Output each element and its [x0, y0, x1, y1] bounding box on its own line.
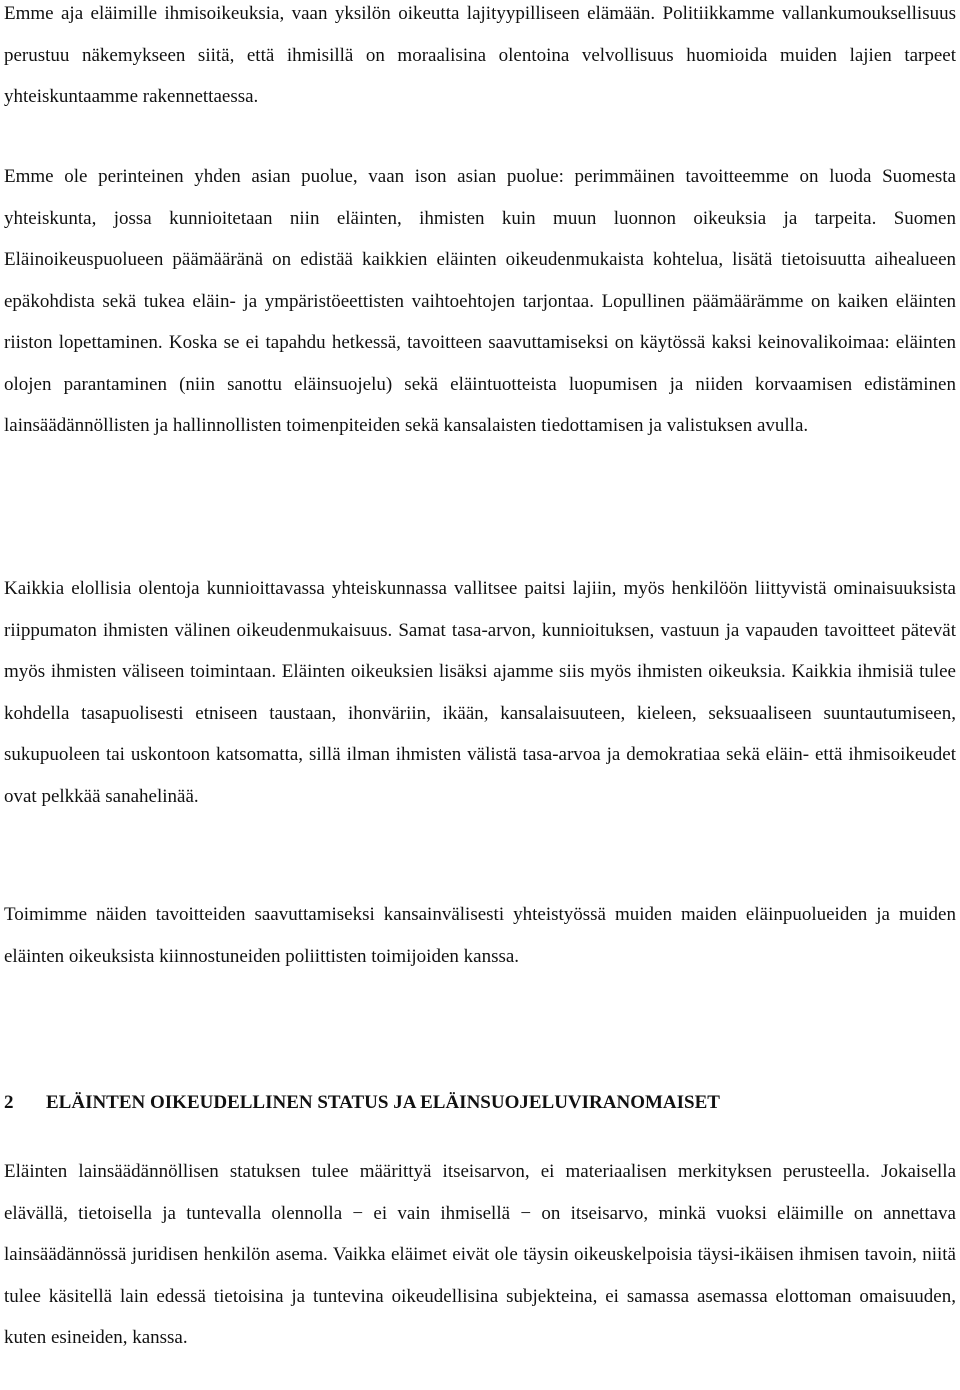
- paragraph-1: Emme aja eläimille ihmisoikeuksia, vaan yksilön oikeutta lajityypilliseen elämään. Politiikkamme vallankumouksellisuus perustuu näkemykseen siitä, että ihmisillä on moraalisina olentoina velvollisuus huomioida muiden lajien tarpeet yhteiskuntaamme rakennettaessa.: [4, 3, 956, 107]
- paragraph-3: Kaikkia elollisia olentoja kunnioittavassa yhteiskunnassa vallitsee paitsi lajiin, myös henkilöön liittyvistä ominaisuuksista riippumaton ihmisten välinen oikeudenmukaisuus. Samat tasa-arvon, kunnioituksen, vastuun ja vapauden tavoitteet pätevät myös ihmisten väliseen toimintaan. Eläinten oikeuksien lisäksi ajamme siis myös ihmisten oikeuksia. Kaikkia ihmisiä tulee kohdella tasapuolisesti etniseen taustaan, ihonväriin, ikään, kansalaisuuteen, kieleen, seksuaaliseen suuntautumiseen, sukupuoleen tai uskontoon katsomatta, sillä ilman ihmisten välistä tasa-arvoa ja demokratiaa sekä eläin- että ihmisoikeudet ovat pelkkää sanahelinää.: [4, 578, 956, 807]
- section-number: 2: [4, 1092, 14, 1113]
- document-page: [4, 0, 956, 1390]
- section-title: ELÄINTEN OIKEUDELLINEN STATUS JA ELÄINSUOJELUVIRANOMAISET: [46, 1092, 720, 1113]
- paragraph-4: Toimimme näiden tavoitteiden saavuttamiseksi kansainvälisesti yhteistyössä muiden maiden eläinpuolueiden ja muiden eläinten oikeuksista kiinnostuneiden poliittisten toimijoiden kanssa.: [4, 904, 956, 967]
- paragraph-2: Emme ole perinteinen yhden asian puolue, vaan ison asian puolue: perimmäinen tavoitteemme on luoda Suomesta yhteiskunta, jossa kunnioitetaan niin eläinten, ihmisten kuin muun luonnon oikeuksia ja tarpeita. Suomen Eläinoikeuspuolueen päämääränä on edistää kaikkien eläinten oikeudenmukaista kohtelua, lisätä tietoisuutta aihealueen epäkohdista sekä tukea eläin- ja ympäristöeettisten vaihtoehtojen tarjontaa. Lopullinen päämäärämme on kaiken eläinten riiston lopettaminen. Koska se ei tapahdu hetkessä, tavoitteen saavuttamiseksi on käytössä kaksi keinovalikoimaa: eläinten olojen parantaminen (niin sanottu eläinsuojelu) sekä eläintuotteista luopumisen ja niiden korvaamisen edistäminen lainsäädännöllisten ja hallinnollisten toimenpiteiden sekä kansalaisten tiedottamisen ja valistuksen avulla.: [4, 166, 956, 436]
- section-heading: [4, 1083, 956, 1123]
- section-paragraph-1: Eläinten lainsäädännöllisen statuksen tulee määrittyä itseisarvon, ei materiaalisen merkityksen perusteella. Jokaisella elävällä, tietoisella ja tuntevalla olennolla − ei vain ihmisellä − on itseisarvo, minkä vuoksi eläimille on annettava lainsäädännössä juridisen henkilön asema. Vaikka eläimet eivät ole täysin oikeuskelpoisia täysi-ikäisen ihmisen tavoin, niitä tulee käsitellä lain edessä tietoisina ja tuntevina oikeudellisina subjekteina, ei samassa asemassa elottoman omaisuuden, kuten esineiden, kanssa.: [4, 1161, 956, 1348]
